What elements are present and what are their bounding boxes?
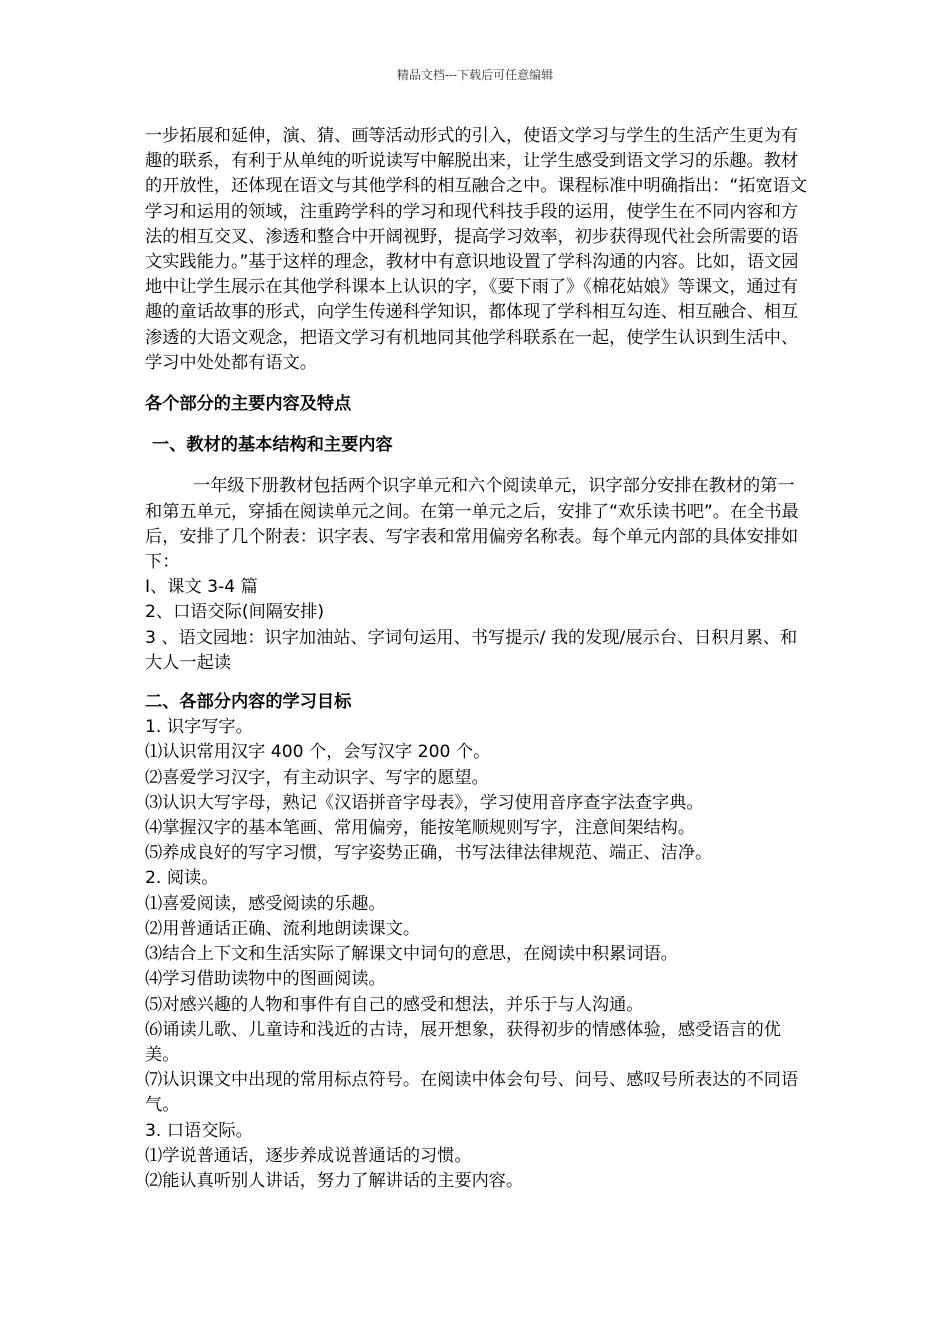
- part1-item: I、课文 3-4 篇: [145, 577, 258, 598]
- goal-group-label: 3. 口语交际。: [145, 1120, 253, 1141]
- part1-item: 2、口语交际(间隔安排): [145, 602, 325, 623]
- goal-item: ⑵能认真听别人讲话，努力了解讲话的主要内容。: [145, 1170, 524, 1191]
- goal-item: ⑵用普通话正确、流利地朗读课文。: [145, 918, 421, 939]
- goal-item: ⑸对感兴趣的人物和事件有自己的感受和想法，并乐于与人沟通。: [145, 994, 644, 1015]
- goal-group-label: 1. 识字写字。: [145, 717, 253, 738]
- document-body: [145, 124, 810, 1194]
- part1-title: 一、教材的基本结构和主要内容: [152, 435, 393, 456]
- goal-item: ⑶结合上下文和生活实际了解课文中词句的意思，在阅读中积累词语。: [145, 944, 678, 965]
- goal-item: ⑶认识大写字母，熟记《汉语拼音字母表》，学习使用音序查字法查字典。: [145, 792, 704, 813]
- goal-item: ⑵喜爱学习汉字，有主动识字、写字的愿望。: [145, 767, 489, 788]
- part1-item: 3 、语文园地：识字加油站、字词句运用、书写提示/ 我的发现/展示台、日积月累、和大人一起读: [145, 627, 798, 673]
- page-header: 精品文档---下载后可任意编辑: [396, 68, 554, 82]
- intro-paragraph: 一步拓展和延伸，演、猜、画等活动形式的引入，使语文学习与学生的生活产生更为有趣的联系，有利于从单纯的听说读写中解脱出来，让学生感受到语文学习的乐趣。教材的开放性，还体现在语文与其他学科的相互融合之中。课程标准中明确指出：“拓宽语文学习和运用的领域，注重跨学科的学习和现代科技手段的运用，使学生在不同内容和方法的相互交叉、渗透和整合中开阔视野，提高学习效率，初步获得现代社会所需要的语文实践能力。”基于这样的理念，教材中有意识地设置了学科沟通的内容。比如，语文园地中让学生展示在其他学科课本上认识的字，《要下雨了》《棉花姑娘》等课文，通过有趣的童话故事的形式，向学生传递科学知识，都体现了学科相互勾连、相互融合、相互渗透的大语文观念，把语文学习有机地同其他学科联系在一起，使学生认识到生活中、学习中处处都有语文。: [145, 126, 808, 373]
- goal-group-label: 2. 阅读。: [145, 868, 219, 889]
- goal-item: ⑺认识课文中出现的常用标点符号。在阅读中体会句号、问号、感叹号所表达的不同语气。: [145, 1070, 799, 1116]
- goal-item: ⑴喜爱阅读，感受阅读的乐趣。: [145, 893, 386, 914]
- goal-item: ⑴认识常用汉字 400 个，会写汉字 200 个。: [145, 742, 491, 763]
- goal-item: ⑹诵读儿歌、儿童诗和浅近的古诗，展开想象，获得初步的情感体验，感受语言的优美。: [145, 1019, 781, 1065]
- section-title: 各个部分的主要内容及特点: [145, 394, 352, 415]
- goal-item: ⑷掌握汉字的基本笔画、常用偏旁，能按笔顺规则写字，注意间架结构。: [145, 818, 696, 839]
- goal-item: ⑴学说普通话，逐步养成说普通话的习惯。: [145, 1145, 472, 1166]
- part2-title: 二、各部分内容的学习目标: [145, 692, 352, 713]
- part1-paragraph: 一年级下册教材包括两个识字单元和六个阅读单元，识字部分安排在教材的第一和第五单元，穿插在阅读单元之间。在第一单元之后，安排了“欢乐读书吧”。在全书最后，安排了几个附表：识字表、写字表和常用偏旁名称表。每个单元内部的具体安排如下：: [145, 476, 799, 573]
- goal-item: ⑸养成良好的写字习惯，写字姿势正确，书写法律法律规范、端正、洁净。: [145, 843, 713, 864]
- goal-item: ⑷学习借助读物中的图画阅读。: [145, 969, 386, 990]
